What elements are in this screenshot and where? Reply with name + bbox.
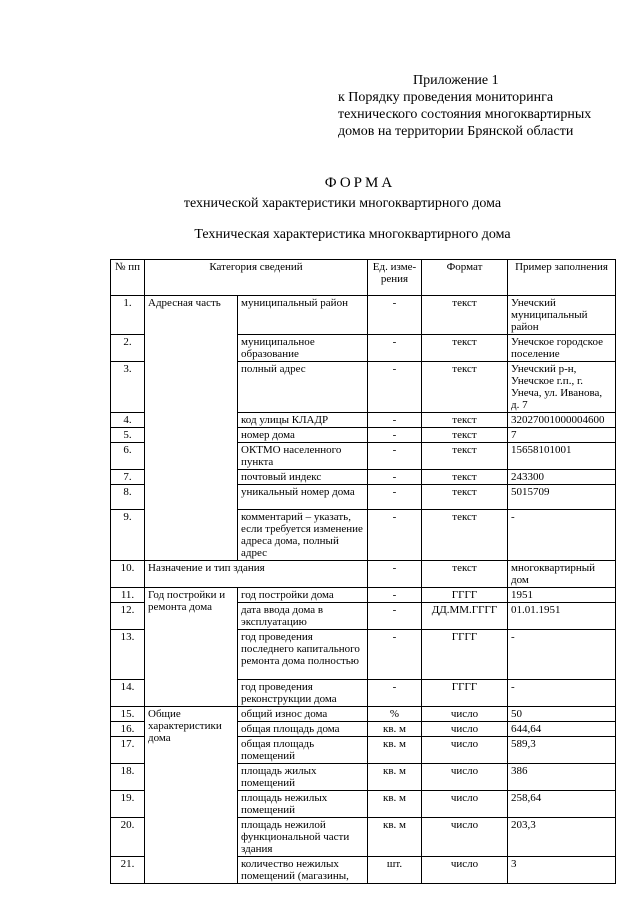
row-num: 7. bbox=[111, 470, 145, 485]
row-num: 5. bbox=[111, 428, 145, 443]
table-row bbox=[111, 561, 616, 588]
row-name: муниципальное образование bbox=[238, 335, 368, 362]
row-unit: кв. м bbox=[368, 764, 422, 791]
row-format: число bbox=[422, 722, 508, 737]
row-example: 1951 bbox=[508, 588, 616, 603]
row-format: ГГГГ bbox=[422, 630, 508, 680]
row-unit: - bbox=[368, 561, 422, 588]
header-num: № пп bbox=[111, 260, 145, 296]
table-row bbox=[111, 296, 616, 335]
row-name: дата ввода дома в эксплуатацию bbox=[238, 603, 368, 630]
row-format: ГГГГ bbox=[422, 680, 508, 707]
header-example: Пример заполнения bbox=[508, 260, 616, 296]
row-format: текст bbox=[422, 413, 508, 428]
row-num: 21. bbox=[111, 857, 145, 884]
row-example: 386 bbox=[508, 764, 616, 791]
row-num: 4. bbox=[111, 413, 145, 428]
row-format: текст bbox=[422, 362, 508, 413]
row-unit: кв. м bbox=[368, 722, 422, 737]
row-format: текст bbox=[422, 470, 508, 485]
row-name: код улицы КЛАДР bbox=[238, 413, 368, 428]
header-unit: Ед. изме- рения bbox=[368, 260, 422, 296]
row-num: 3. bbox=[111, 362, 145, 413]
row-unit: - bbox=[368, 296, 422, 335]
row-num: 14. bbox=[111, 680, 145, 707]
appendix-title: Приложение 1 bbox=[413, 73, 499, 88]
row-num: 12. bbox=[111, 603, 145, 630]
row-format: число bbox=[422, 764, 508, 791]
row-unit: - bbox=[368, 510, 422, 561]
row-unit: - bbox=[368, 603, 422, 630]
table-row bbox=[111, 588, 616, 603]
row-unit: - bbox=[368, 443, 422, 470]
row-name: общий износ дома bbox=[238, 707, 368, 722]
row-name: общая площадь помещений bbox=[238, 737, 368, 764]
header-format: Формат bbox=[422, 260, 508, 296]
row-num: 8. bbox=[111, 485, 145, 510]
row-name: муниципальный район bbox=[238, 296, 368, 335]
row-num: 2. bbox=[111, 335, 145, 362]
row-unit: кв. м bbox=[368, 818, 422, 857]
row-format: ДД.ММ.ГГГГ bbox=[422, 603, 508, 630]
row-format: число bbox=[422, 857, 508, 884]
row-name: год постройки дома bbox=[238, 588, 368, 603]
row-format: число bbox=[422, 737, 508, 764]
row-num: 18. bbox=[111, 764, 145, 791]
row-example: - bbox=[508, 630, 616, 680]
row-example: 32027001000004600 bbox=[508, 413, 616, 428]
group-purpose: Назначение и тип здания bbox=[145, 561, 368, 588]
row-name: номер дома bbox=[238, 428, 368, 443]
row-format: текст bbox=[422, 485, 508, 510]
row-unit: - bbox=[368, 588, 422, 603]
appendix-header bbox=[338, 72, 638, 140]
row-unit: шт. bbox=[368, 857, 422, 884]
appendix-line: к Порядку проведения мониторинга bbox=[338, 90, 554, 105]
form-subtitle: технической характеристики многоквартирного дома bbox=[183, 196, 502, 211]
row-example: Унечский р-н, Унечское г.п., г. Унеча, ул. Иванова, д. 7 bbox=[508, 362, 616, 413]
row-format: число bbox=[422, 818, 508, 857]
row-example: 258,64 bbox=[508, 791, 616, 818]
row-num: 9. bbox=[111, 510, 145, 561]
group-years: Год постройки и ремонта дома bbox=[145, 588, 238, 707]
appendix-line: домов на территории Брянской области bbox=[338, 124, 574, 139]
row-format: число bbox=[422, 791, 508, 818]
row-unit: - bbox=[368, 470, 422, 485]
row-unit: - bbox=[368, 428, 422, 443]
table-row bbox=[111, 707, 616, 722]
row-format: текст bbox=[422, 428, 508, 443]
row-example: 5015709 bbox=[508, 485, 616, 510]
row-num: 1. bbox=[111, 296, 145, 335]
row-example: - bbox=[508, 680, 616, 707]
row-format: текст bbox=[422, 443, 508, 470]
row-format: текст bbox=[422, 561, 508, 588]
row-example: Унечский муниципальный район bbox=[508, 296, 616, 335]
row-example: 644,64 bbox=[508, 722, 616, 737]
row-format: ГГГГ bbox=[422, 588, 508, 603]
row-example: - bbox=[508, 510, 616, 561]
row-name: год проведения последнего капитального ремонта дома полностью bbox=[238, 630, 368, 680]
row-example: многоквартирный дом bbox=[508, 561, 616, 588]
row-unit: - bbox=[368, 413, 422, 428]
row-num: 17. bbox=[111, 737, 145, 764]
row-example: Унечское городское поселение bbox=[508, 335, 616, 362]
row-num: 6. bbox=[111, 443, 145, 470]
table-title bbox=[0, 227, 640, 243]
row-unit: - bbox=[368, 335, 422, 362]
row-unit: - bbox=[368, 680, 422, 707]
row-num: 19. bbox=[111, 791, 145, 818]
row-num: 16. bbox=[111, 722, 145, 737]
row-name: год проведения реконструкции дома bbox=[238, 680, 368, 707]
row-unit: - bbox=[368, 630, 422, 680]
row-example: 7 bbox=[508, 428, 616, 443]
row-name: комментарий – указать, если требуется изменение адреса дома, полный адрес bbox=[238, 510, 368, 561]
row-format: текст bbox=[422, 510, 508, 561]
characteristics-table bbox=[110, 259, 616, 884]
row-unit: кв. м bbox=[368, 791, 422, 818]
row-name: полный адрес bbox=[238, 362, 368, 413]
group-address: Адресная часть bbox=[145, 296, 238, 561]
row-example: 01.01.1951 bbox=[508, 603, 616, 630]
row-unit: - bbox=[368, 362, 422, 413]
row-num: 20. bbox=[111, 818, 145, 857]
form-title: ФОРМА bbox=[324, 175, 396, 191]
row-example: 3 bbox=[508, 857, 616, 884]
row-example: 15658101001 bbox=[508, 443, 616, 470]
group-general: Общие характеристики дома bbox=[145, 707, 238, 884]
row-example: 50 bbox=[508, 707, 616, 722]
row-name: количество нежилых помещений (магазины, bbox=[238, 857, 368, 884]
row-name: площадь нежилых помещений bbox=[238, 791, 368, 818]
table-title-text: Техническая характеристика многоквартирного дома bbox=[194, 227, 511, 242]
row-example: 589,3 bbox=[508, 737, 616, 764]
row-name: площадь жилых помещений bbox=[238, 764, 368, 791]
row-name: уникальный номер дома bbox=[238, 485, 368, 510]
form-heading bbox=[0, 174, 640, 213]
row-name: почтовый индекс bbox=[238, 470, 368, 485]
row-format: текст bbox=[422, 296, 508, 335]
row-name: общая площадь дома bbox=[238, 722, 368, 737]
row-unit: - bbox=[368, 485, 422, 510]
header-category: Категория сведений bbox=[145, 260, 368, 296]
row-format: число bbox=[422, 707, 508, 722]
row-num: 13. bbox=[111, 630, 145, 680]
row-unit: кв. м bbox=[368, 737, 422, 764]
row-example: 203,3 bbox=[508, 818, 616, 857]
row-num: 11. bbox=[111, 588, 145, 603]
appendix-line: технического состояния многоквартирных bbox=[338, 107, 592, 122]
row-num: 15. bbox=[111, 707, 145, 722]
row-unit: % bbox=[368, 707, 422, 722]
row-name: ОКТМО населенного пункта bbox=[238, 443, 368, 470]
row-num: 10. bbox=[111, 561, 145, 588]
row-format: текст bbox=[422, 335, 508, 362]
row-name: площадь нежилой функциональной части здания bbox=[238, 818, 368, 857]
row-example: 243300 bbox=[508, 470, 616, 485]
table-header-row bbox=[111, 260, 616, 296]
